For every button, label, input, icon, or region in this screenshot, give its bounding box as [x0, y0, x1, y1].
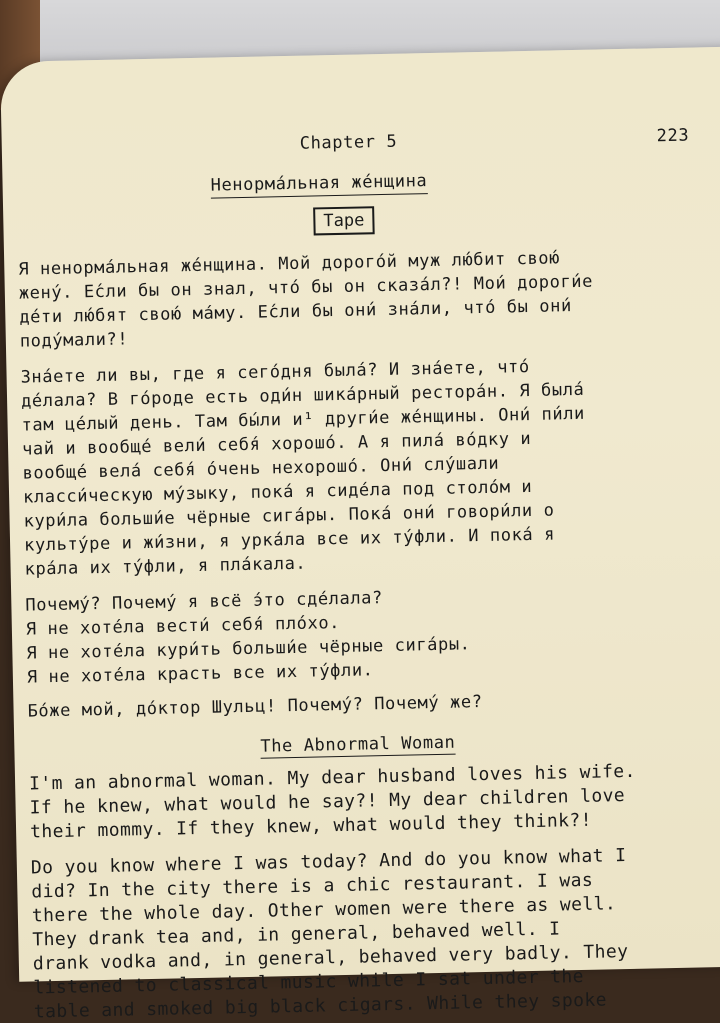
ru-line: Я ненорма́льная же́нщина. Мой дорого́й муж лю́бит свою́: [18, 248, 561, 280]
en-line: did? In the city there is a chic restaurant. I was: [31, 869, 594, 903]
ru-line: класси́ческую му́зыку, пока́ я сиде́ла под столо́м и: [22, 476, 533, 508]
ru-line: Бо́же мой, до́ктор Шульц! Почему́? Почему́ же?: [27, 692, 483, 722]
en-line: They drank tea and, in general, behaved well. I: [32, 918, 561, 951]
en-line: their mommy. If they knew, what would they think?!: [29, 809, 593, 843]
ru-line: жену́. Е́сли бы он знал, что́ бы он сказа́л?! Мои́ дороги́е: [18, 271, 594, 304]
russian-title: Ненорма́льная же́нщина: [210, 171, 427, 199]
ru-line: там це́лый день. Там бы́ли и¹ други́е же́нщины. Они́ пи́ли: [21, 403, 586, 436]
en-line: listened to classical music while I sat under the: [33, 965, 585, 999]
ru-line: Почему́? Почему́ я всё э́то сде́лала?: [25, 588, 384, 616]
en-line: drank vodka and, in general, behaved very badly. They: [32, 941, 629, 975]
en-line: table and smoked big black cigars. While they spoke: [33, 989, 608, 1023]
page-number: 223: [656, 125, 690, 147]
ru-line: де́лала? В го́роде есть оди́н шика́рный рестора́н. Я была́: [20, 379, 585, 412]
ru-line: Зна́ете ли вы, где я сего́дня была́? И зна́ете, что́: [20, 356, 530, 388]
ru-line: Я не хоте́ла вести́ себя́ пло́хо.: [25, 613, 341, 640]
en-line: If he knew, what would he say?! My dear children love: [29, 785, 626, 819]
ru-line: кури́ла больши́е чёрные сига́ры. Пока́ они́ говори́ли о: [23, 500, 555, 532]
en-line: there the whole day. Other women were there as well.: [31, 893, 617, 927]
ru-line: вообще́ вела́ себя́ о́чень нехорошо́. Они́ слу́шали: [22, 453, 500, 484]
ru-line: Я не хоте́ла красть все их ту́фли.: [26, 660, 374, 688]
en-line: Do you know where I was today? And do you know what I: [30, 845, 627, 879]
ru-line: чай и вообще́ вели́ себя́ хорошо́. А я пила́ во́дку и: [21, 428, 532, 460]
ru-line: поду́мали?!: [19, 329, 129, 352]
en-line: I'm an abnormal woman. My dear husband loves his wife.: [28, 760, 637, 795]
tape-label: Tape: [313, 206, 375, 235]
ru-line: кра́ла их ту́фли, я пла́кала.: [24, 553, 307, 580]
chapter-header: Chapter 5: [299, 131, 398, 154]
book-page: [0, 47, 720, 1023]
ru-line: де́ти лю́бят свою́ ма́му. Е́сли бы они́ зна́ли, что́ бы они́: [19, 296, 573, 328]
ru-line: Я не хоте́ла кури́ть больши́е чёрные сига́ры.: [26, 634, 471, 664]
ru-line: культу́ре и жи́зни, я урка́ла все их ту́фли. И пока́ я: [23, 524, 556, 556]
english-title: The Abnormal Woman: [260, 732, 456, 757]
